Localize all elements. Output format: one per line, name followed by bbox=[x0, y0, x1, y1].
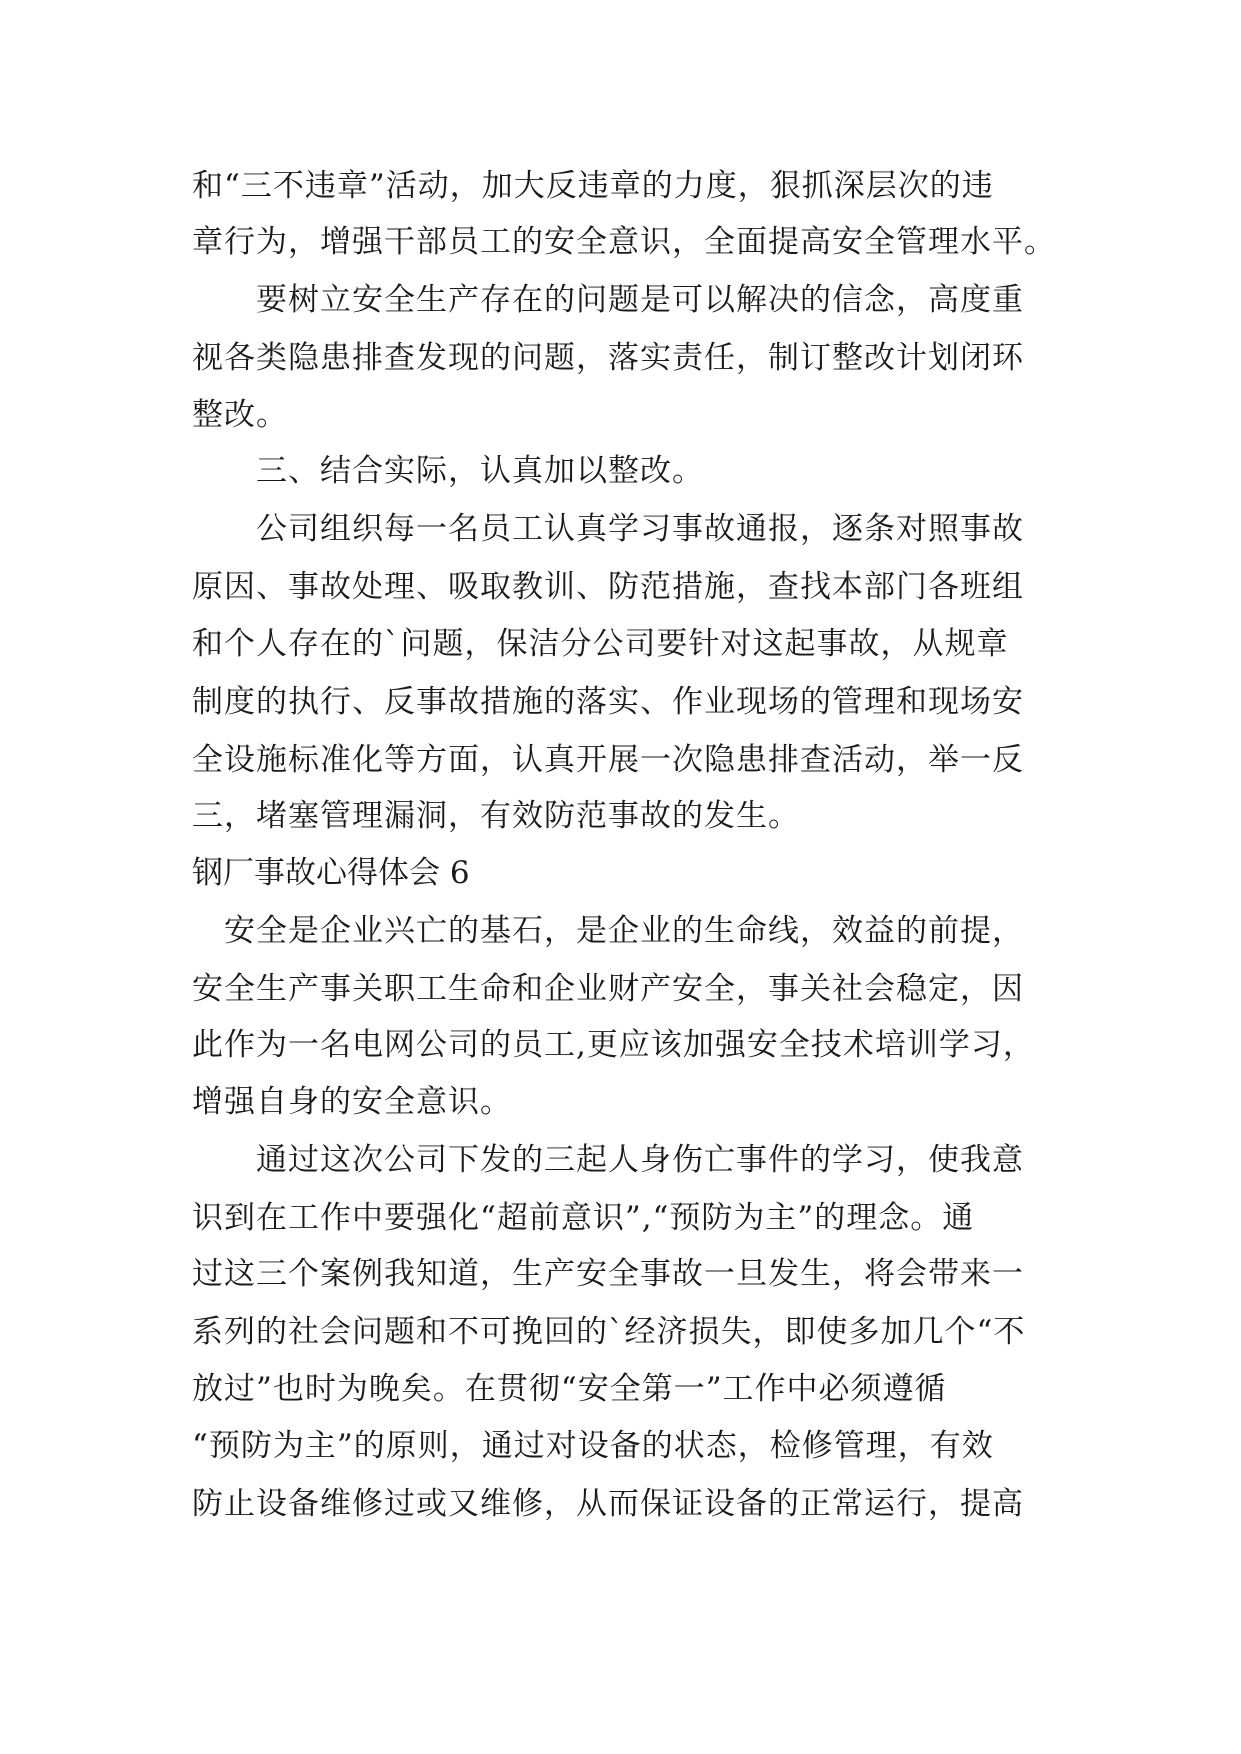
text-line: 公司组织每一名员工认真学习事故通报，逐条对照事故 bbox=[192, 511, 1024, 547]
text-line: 此作为一名电网公司的员工,更应该加强安全技术培训学习， bbox=[192, 1027, 1035, 1063]
text-line: 防止设备维修过或又维修，从而保证设备的正常运行，提高 bbox=[192, 1486, 1024, 1522]
text-line: 系列的社会问题和不可挽回的`经济损失，即使多加几个“不 bbox=[192, 1314, 1026, 1350]
text-line: 和个人存在的`问题，保洁分公司要针对这起事故，从规章 bbox=[192, 626, 1009, 662]
text-line: 全设施标准化等方面，认真开展一次隐患排查活动，举一反 bbox=[192, 742, 1024, 778]
text-line: 整改。 bbox=[192, 397, 288, 433]
text-line: 要树立安全生产存在的问题是可以解决的信念，高度重 bbox=[192, 282, 1024, 318]
text-line: 过这三个案例我知道，生产安全事故一旦发生，将会带来一 bbox=[192, 1256, 1024, 1292]
section-heading: 三、结合实际，认真加以整改。 bbox=[192, 453, 704, 489]
text-line: 通过这次公司下发的三起人身伤亡事件的学习，使我意 bbox=[192, 1142, 1024, 1178]
text-line: 安全生产事关职工生命和企业财产安全，事关社会稳定，因 bbox=[192, 971, 1024, 1007]
text-line: 原因、事故处理、吸取教训、防范措施，查找本部门各班组 bbox=[192, 569, 1024, 605]
text-line: 章行为，增强干部员工的安全意识，全面提高安全管理水平。 bbox=[192, 224, 1056, 260]
text-line: 安全是企业兴亡的基石，是企业的生命线，效益的前提， bbox=[192, 913, 1024, 949]
article-title: 钢厂事故心得体会 6 bbox=[192, 855, 470, 891]
text-line: 增强自身的安全意识。 bbox=[192, 1084, 512, 1120]
text-line: 放过”也时为晚矣。在贯彻“安全第一”工作中必须遵循 bbox=[192, 1371, 947, 1407]
text-line: 制度的执行、反事故措施的落实、作业现场的管理和现场安 bbox=[192, 684, 1024, 720]
text-line: 三，堵塞管理漏洞，有效防范事故的发生。 bbox=[192, 798, 800, 834]
text-line: 识到在工作中要强化“超前意识”,“预防为主”的理念。通 bbox=[192, 1200, 975, 1236]
text-line: 和“三不违章”活动，加大反违章的力度，狠抓深层次的违 bbox=[192, 168, 994, 204]
text-line: “预防为主”的原则，通过对设备的状态，检修管理，有效 bbox=[192, 1428, 994, 1464]
text-line: 视各类隐患排查发现的问题，落实责任，制订整改计划闭环 bbox=[192, 340, 1024, 376]
